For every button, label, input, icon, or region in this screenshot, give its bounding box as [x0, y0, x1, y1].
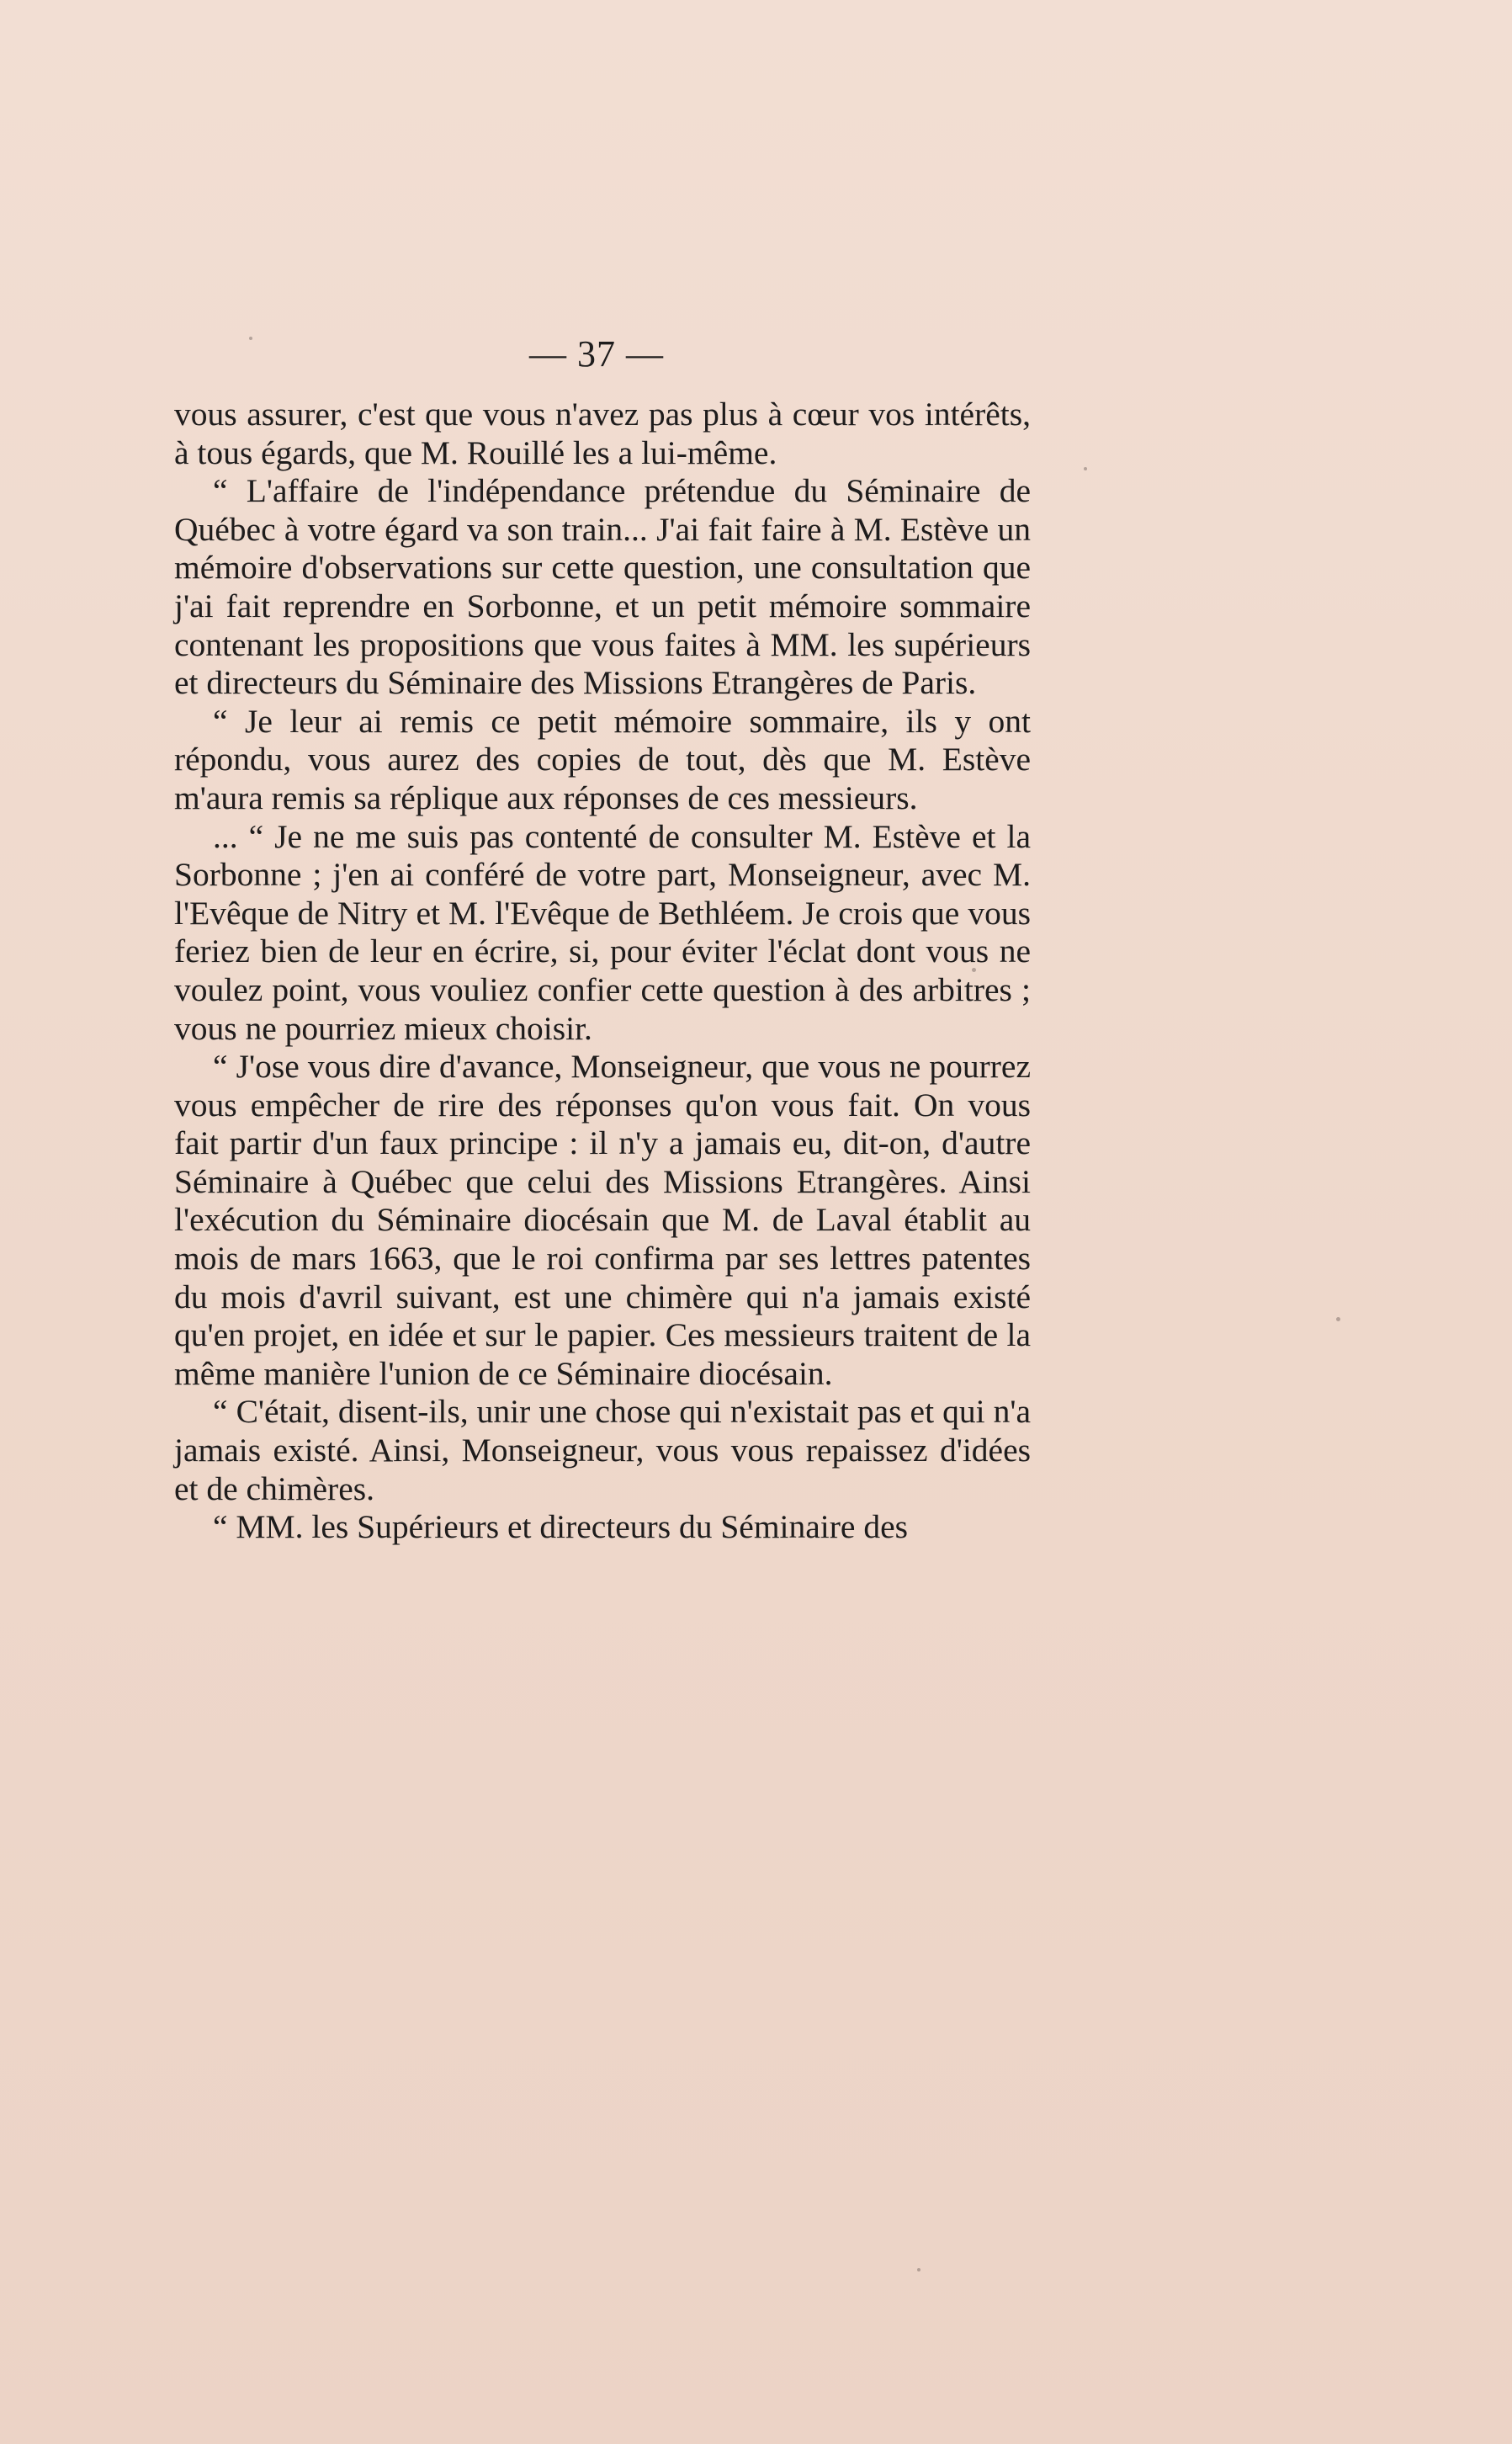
- paper-speck: [917, 2268, 920, 2271]
- paper-speck: [972, 968, 976, 972]
- paragraph: “ C'était, disent-ils, unir une chose qui n'existait pas et qui n'a jamais existé. Ainsi, Monseigneur, vous vous repaissez d'idées et de chimères.: [174, 1393, 1031, 1507]
- body-text: [174, 396, 1031, 1547]
- paper-speck: [1336, 1317, 1340, 1321]
- paper-speck: [1084, 467, 1087, 470]
- paragraph: “ MM. les Supérieurs et directeurs du Séminaire des: [213, 1508, 908, 1546]
- paragraph: “ L'affaire de l'indépendance prétendue du Séminaire de Québec à votre égard va son train... J'ai fait faire à M. Estève un mémoire d'observations sur cette question, une consultation que j'ai fait reprendre en Sorbonne, et un petit mémoire sommaire contenant les propositions que vous faites à MM. les supérieurs et directeurs du Séminaire des Missions Etrangères de Paris.: [174, 472, 1031, 702]
- paragraph: “ J'ose vous dire d'avance, Monseigneur, que vous ne pourrez vous empêcher de rire des réponses qu'on vous fait. On vous fait partir d'un faux principe : il n'y a jamais eu, dit-on, d'autre Séminaire à Québec que celui des Missions Etrangères. Ainsi l'exécution du Séminaire diocésain que M. de Laval établit au mois de mars 1663, que le roi confirma par ses lettres patentes du mois d'avril suivant, est une chimère qui n'a jamais existé qu'en projet, en idée et sur le papier. Ces messieurs traitent de la même manière l'union de ce Séminaire diocésain.: [174, 1048, 1031, 1392]
- paragraph: “ Je leur ai remis ce petit mémoire sommaire, ils y ont répondu, vous aurez des copies de tout, dès que M. Estève m'aura remis sa réplique aux réponses de ces messieurs.: [174, 702, 1031, 816]
- paper-speck: [249, 337, 252, 340]
- paragraph: vous assurer, c'est que vous n'avez pas plus à cœur vos intérêts, à tous égards, que M. Rouillé les a lui-même.: [174, 396, 1031, 471]
- page-number: — 37 —: [529, 333, 664, 375]
- paragraph: ... “ Je ne me suis pas contenté de consulter M. Estève et la Sorbonne ; j'en ai conféré de votre part, Monseigneur, avec M. l'Evêque de Nitry et M. l'Evêque de Bethléem. Je crois que vous feriez bien de leur en écrire, si, pour éviter l'éclat dont vous ne voulez point, vous vouliez confier cette question à des arbitres ; vous ne pourriez mieux choisir.: [174, 817, 1031, 1047]
